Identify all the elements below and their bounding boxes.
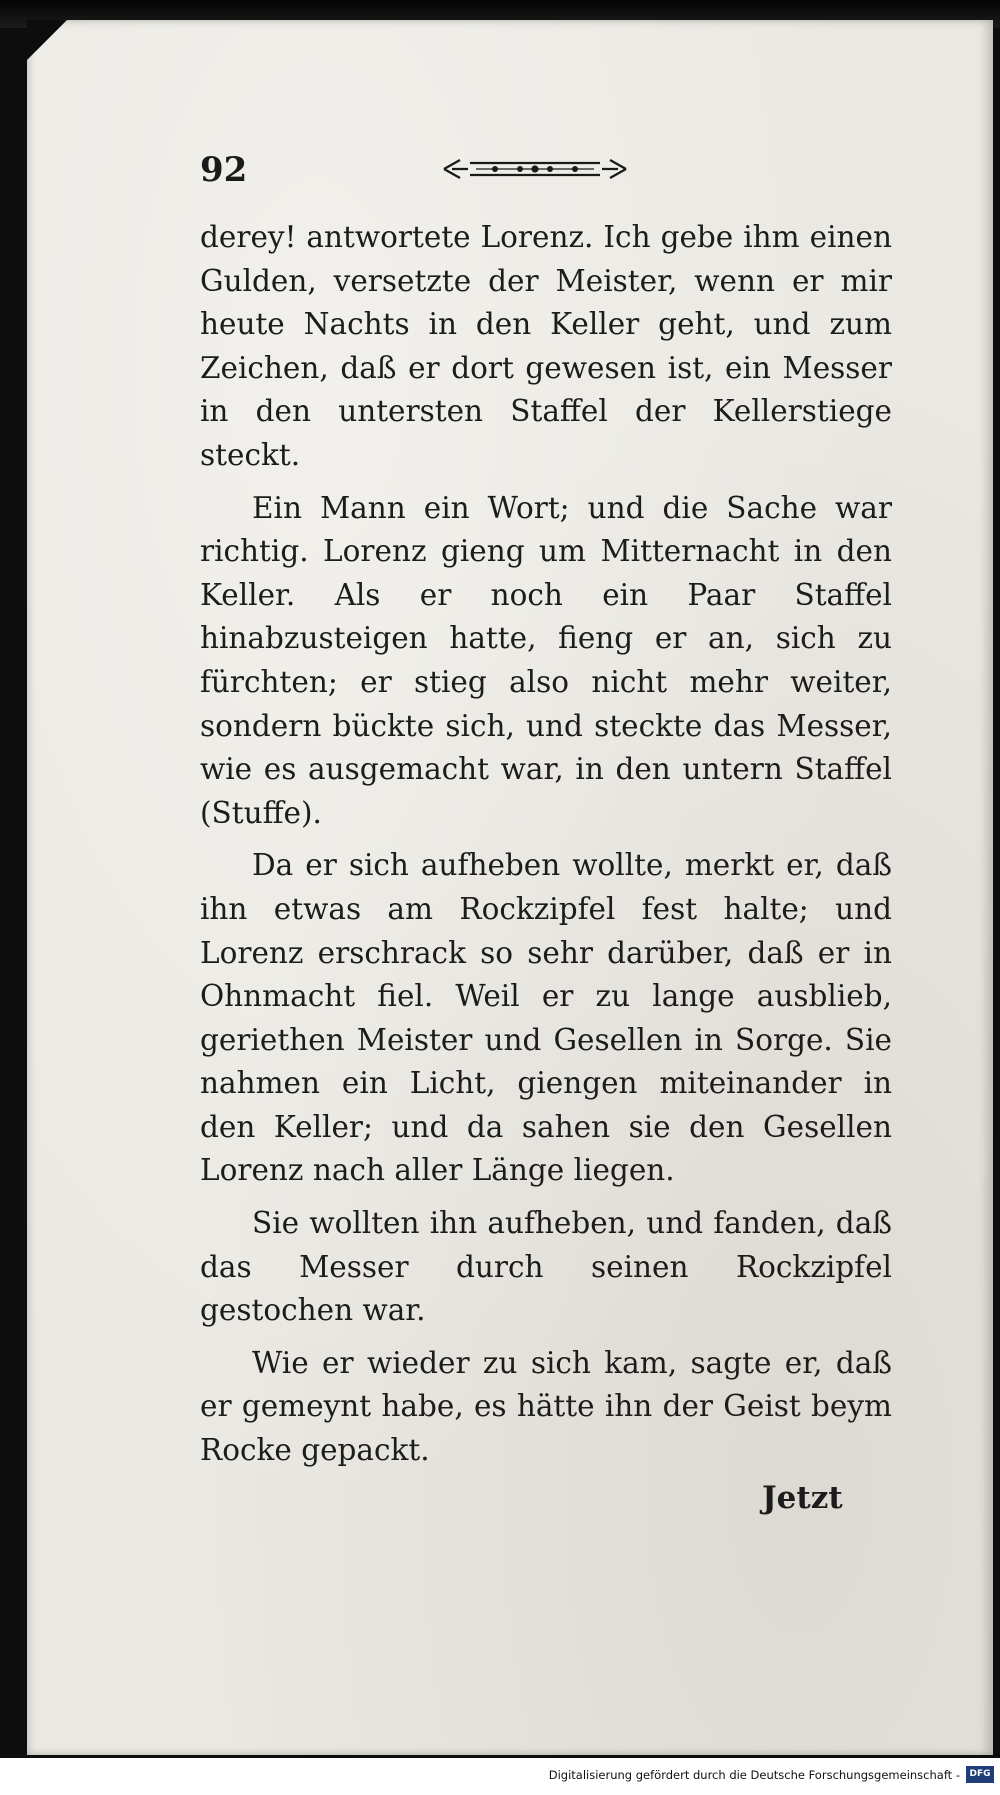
ornament-divider-icon [440,154,630,184]
dfg-logo: DFG [966,1766,994,1783]
catchword: Jetzt [762,1480,843,1516]
digitization-footer [0,1758,1000,1795]
page-corner-fold [27,20,67,60]
paragraph: Ein Mann ein Wort; und die Sache war richtig. Lorenz gieng um Mitternacht in den Keller. Als er noch ein Paar Staffel hinabzusteigen hatte, fieng er an, sich zu fürchten; er stieg also nicht mehr weiter, sondern bückte sich, und steckte das Messer, wie es ausgemacht war, in den untern Staffel (Stuffe). [200,490,892,830]
paragraph: derey! antwortete Lorenz. Ich gebe ihm einen Gulden, versetzte der Meister, wenn er mir heute Nachts in den Keller geht, und zum Zeichen, daß er dort gewesen ist, ein Messer in den untersten Staffel der Kellerstiege steckt. [200,220,892,472]
page-number: 92 [200,150,248,190]
page-header [200,150,890,190]
paragraph: Da er sich aufheben wollte, merkt er, daß ihn etwas am Rockzipfel fest halte; und Lorenz erschrack so sehr darüber, daß er in Ohnmacht fiel. Weil er zu lange ausblieb, geriethen Meister und Gesellen in Sorge. Sie nahmen ein Licht, giengen miteinander in den Keller; und da sahen sie den Gesellen Lorenz nach aller Länge liegen. [200,848,892,1188]
body-text [200,216,892,1482]
footer-credit: Digitalisierung gefördert durch die Deutsche Forschungsgemeinschaft - [548,1768,960,1782]
paragraph: Wie er wieder zu sich kam, sagte er, daß er gemeynt habe, es hätte ihn der Geist beym Rocke gepackt. [200,1345,892,1468]
paragraph: Sie wollten ihn aufheben, und fanden, daß das Messer durch seinen Rockzipfel gestochen war. [200,1206,892,1328]
